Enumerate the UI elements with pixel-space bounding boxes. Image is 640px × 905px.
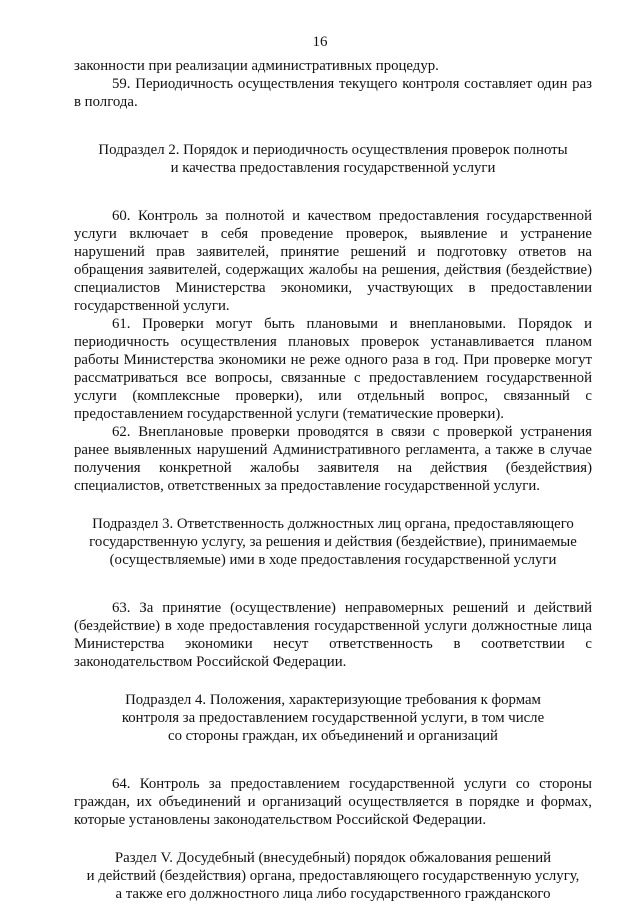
- paragraph-60: 60. Контроль за полнотой и качеством предоставления государственной услуги включает в себя проведение проверок, выявление и устранение нарушений прав заявителей, принятие решений и подготовку ответов на обращения заявителей, содержащих жалобы на решения, действия (бездействие) специалистов Министерства экономики, участвующих в предоставлении государственной услуги.: [74, 208, 592, 314]
- heading-line: Подраздел 3. Ответственность должностных лиц органа, предоставляющего: [92, 516, 574, 532]
- subsection-2-heading: [74, 141, 592, 177]
- paragraph-62: 62. Внеплановые проверки проводятся в связи с проверкой устранения ранее выявленных нарушений Административного регламента, а также в случае получения конкретной жалобы заявителя на действия (бездействия) специалистов, ответственных за предоставление государственной услуги.: [74, 424, 592, 494]
- heading-line: Подраздел 4. Положения, характеризующие требования к формам: [125, 692, 541, 708]
- paragraph-63: 63. За принятие (осуществление) неправомерных решений и действий (бездействие) в ходе предоставления государственной услуги должностные лица Министерства экономики несут ответственность в соответствии с законодательством Российской Федерации.: [74, 600, 592, 670]
- paragraph-61: 61. Проверки могут быть плановыми и внеплановыми. Порядок и периодичность осуществления плановых проверок устанавливается планом работы Министерства экономики не реже одного раза в год. При проверке могут рассматриваться все вопросы, связанные с предоставлением государственной услуги (комплексные проверки), или отдельный вопрос, связанный с предоставлением государственной услуги (тематические проверки).: [74, 316, 592, 422]
- subsection-3-heading: [74, 515, 592, 569]
- heading-line: а также его должностного лица либо государственного гражданского: [115, 886, 551, 902]
- heading-line: (осуществляемые) ими в ходе предоставления государственной услуги: [109, 552, 557, 568]
- heading-line: государственную услугу, за решения и действия (бездействие), принимаемые: [89, 534, 577, 550]
- document-body: [74, 57, 592, 903]
- heading-line: контроля за предоставлением государственной услуги, в том числе: [121, 710, 545, 726]
- paragraph-59: 59. Периодичность осуществления текущего контроля составляет один раз в полгода.: [74, 76, 592, 110]
- paragraph-continuation: законности при реализации административных процедур.: [74, 58, 439, 74]
- heading-line: Подраздел 2. Порядок и периодичность осуществления проверок полноты: [98, 142, 568, 158]
- heading-line: со стороны граждан, их объединений и организаций: [168, 728, 498, 744]
- heading-line: и качества предоставления государственной услуги: [170, 160, 496, 176]
- section-5-heading: [74, 849, 592, 903]
- subsection-4-heading: [74, 691, 592, 745]
- paragraph-64: 64. Контроль за предоставлением государственной услуги со стороны граждан, их объединений и организаций осуществляется в порядке и формах, которые установлены законодательством Российской Федерации.: [74, 776, 592, 828]
- page-number: 16: [312, 34, 328, 50]
- heading-line: Раздел V. Досудебный (внесудебный) порядок обжалования решений: [114, 850, 552, 866]
- heading-line: и действий (бездействия) органа, предоставляющего государственную услугу,: [86, 868, 580, 884]
